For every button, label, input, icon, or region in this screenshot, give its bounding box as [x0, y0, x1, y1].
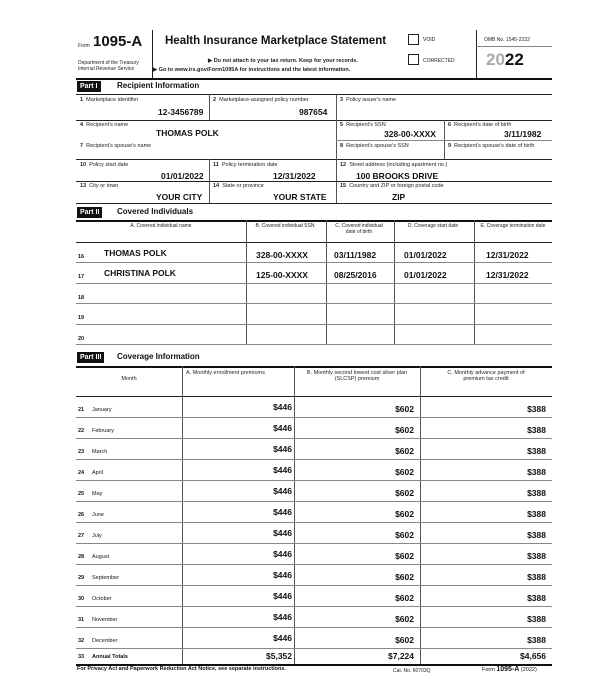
field-6-value: 3/11/1982 — [504, 129, 542, 139]
month-name: January — [92, 407, 112, 413]
row-number: 32 — [78, 638, 85, 644]
row-number: 18 — [78, 294, 85, 301]
part2-title: Covered Individuals — [117, 207, 194, 216]
field-12-value: 100 BROOKS DRIVE — [356, 171, 439, 181]
field-1-label: 1 Marketplace identifier — [80, 97, 139, 103]
monthly-aptc: $388 — [527, 488, 546, 498]
part3-tag: Part III — [77, 352, 104, 363]
row-number: 28 — [78, 554, 85, 560]
coverage-month-row — [76, 438, 552, 459]
part2-tag: Part II — [77, 207, 102, 218]
annual-total-premiums: $5,352 — [266, 651, 292, 661]
monthly-aptc: $388 — [527, 509, 546, 519]
month-name: July — [92, 533, 102, 539]
row-number: 30 — [78, 596, 85, 602]
covered-dob: 08/25/2016 — [334, 270, 377, 281]
row-number: 19 — [78, 315, 85, 322]
row-number: 22 — [78, 428, 85, 434]
corrected-checkbox[interactable] — [408, 54, 419, 65]
coverage-start: 01/01/2022 — [404, 250, 447, 260]
row-number: 27 — [78, 533, 85, 539]
field-1[interactable] — [76, 94, 209, 120]
monthly-aptc: $388 — [527, 446, 546, 456]
form-number: 1095-A — [93, 33, 143, 50]
field-3[interactable] — [336, 94, 552, 120]
coverage-month-row — [76, 480, 552, 501]
field-11[interactable] — [209, 159, 336, 181]
corrected-label: CORRECTED — [423, 58, 455, 64]
row-number: 24 — [78, 470, 85, 476]
part1-title: Recipient Information — [117, 81, 200, 90]
part3-month-header: Month — [121, 376, 137, 382]
monthly-premium: $446 — [273, 549, 292, 559]
monthly-aptc: $388 — [527, 467, 546, 477]
treasury-label: Department of the Treasury — [78, 60, 139, 66]
monthly-aptc: $388 — [527, 530, 546, 540]
omb-number: OMB No. 1545-2232 — [484, 37, 530, 43]
monthly-slcsp: $602 — [395, 572, 414, 582]
field-10-label: 10 Policy start date — [80, 162, 129, 168]
covered-ssn: 125-00-XXXX — [256, 270, 308, 281]
month-name: February — [92, 428, 115, 434]
footer-form-prefix: Form — [482, 667, 495, 673]
monthly-aptc: $388 — [527, 593, 546, 603]
covered-name: THOMAS POLK — [104, 248, 167, 258]
part2-col-a-header: A. Covered individual name — [130, 223, 192, 229]
field-5-label: 5 Recipient's SSN — [340, 122, 386, 128]
field-7-label: 7 Recipient's spouse's name — [80, 143, 152, 149]
row-number: 21 — [78, 407, 85, 413]
row-number: 29 — [78, 575, 85, 581]
row-number: 25 — [78, 491, 85, 497]
coverage-month-row — [76, 564, 552, 585]
part2-col-c-header: C. Covered individual date of birth — [335, 223, 383, 235]
header-bottom-line — [76, 78, 552, 80]
field-13-value: YOUR CITY — [156, 192, 203, 202]
form-prefix: Form — [78, 43, 90, 49]
field-8-label: 8 Recipient's spouse's SSN — [340, 143, 409, 149]
annual-totals-label: Annual Totals — [92, 654, 128, 660]
annual-total-slcsp: $7,224 — [388, 651, 414, 661]
field-6[interactable] — [444, 120, 552, 140]
monthly-premium: $446 — [273, 591, 292, 601]
part1-tag: Part I — [77, 81, 101, 92]
monthly-premium: $446 — [273, 486, 292, 496]
covered-individual-row — [76, 303, 552, 323]
field-13-label: 13 City or town — [80, 183, 119, 189]
monthly-slcsp: $602 — [395, 530, 414, 540]
month-name: May — [92, 491, 103, 497]
part2-col-e-header: E. Coverage termination date — [480, 223, 546, 229]
month-name: October — [92, 596, 112, 602]
part2-header-row — [76, 220, 552, 242]
monthly-slcsp: $602 — [395, 635, 414, 645]
p1-r1-div2 — [336, 94, 337, 120]
privacy-notice: For Privacy Act and Paperwork Reduction Act Notice, see separate instructions. — [77, 666, 286, 672]
part3-col-c-header: C. Monthly advance payment of premium tax credit — [447, 370, 525, 382]
row-number: 26 — [78, 512, 85, 518]
month-name: November — [92, 617, 118, 623]
coverage-end: 12/31/2022 — [486, 270, 529, 281]
field-5-value: 328-00-XXXX — [384, 129, 436, 139]
monthly-aptc: $388 — [527, 635, 546, 645]
monthly-premium: $446 — [273, 633, 292, 643]
field-9[interactable] — [444, 140, 552, 159]
field-14-label: 14 State or province — [213, 183, 264, 189]
field-15-label: 15 Country and ZIP or foreign postal code — [340, 183, 444, 189]
form-header — [0, 0, 605, 78]
annual-total-aptc: $4,656 — [520, 651, 546, 661]
field-10-value: 01/01/2022 — [161, 171, 204, 181]
field-2[interactable] — [209, 94, 336, 120]
coverage-month-row — [76, 585, 552, 606]
field-13[interactable] — [76, 181, 209, 203]
field-2-value: 987654 — [299, 107, 328, 117]
coverage-month-row — [76, 627, 552, 648]
tax-year-prefix: 20 — [486, 50, 505, 69]
monthly-premium: $446 — [273, 402, 292, 412]
monthly-slcsp: $602 — [395, 509, 414, 519]
part2-col-b-header: B. Covered individual SSN — [255, 223, 315, 229]
coverage-end: 12/31/2022 — [486, 250, 529, 260]
p1-r1-div1 — [209, 94, 210, 120]
month-name: March — [92, 449, 108, 455]
field-10[interactable] — [76, 159, 209, 181]
monthly-premium: $446 — [273, 570, 292, 580]
covered-individual-row — [76, 262, 552, 282]
monthly-aptc: $388 — [527, 425, 546, 435]
coverage-month-row — [76, 543, 552, 564]
covered-dob: 03/11/1982 — [334, 250, 377, 260]
field-4-label: 4 Recipient's name — [80, 122, 129, 128]
part3-title: Coverage Information — [117, 352, 200, 361]
monthly-aptc: $388 — [527, 551, 546, 561]
monthly-slcsp: $602 — [395, 467, 414, 477]
month-name: August — [92, 554, 110, 560]
monthly-slcsp: $602 — [395, 425, 414, 435]
monthly-aptc: $388 — [527, 404, 546, 414]
field-12-label: 12 Street address (including apartment no.) — [340, 162, 448, 168]
field-6-label: 6 Recipient's date of birth — [448, 122, 512, 128]
covered-individual-row — [76, 324, 552, 344]
footer-form-year: (2022) — [520, 667, 537, 673]
month-name: June — [92, 512, 104, 518]
field-11-value: 12/31/2022 — [273, 171, 316, 181]
part3-col-b-header: B. Monthly second lowest cost silver plan (SLCSP) premium — [306, 370, 408, 382]
field-15[interactable] — [336, 181, 552, 203]
tax-year-suffix: 22 — [504, 50, 524, 69]
covered-individual-row — [76, 283, 552, 303]
coverage-month-row — [76, 459, 552, 480]
covered-ssn: 328-00-XXXX — [256, 250, 308, 260]
monthly-aptc: $388 — [527, 614, 546, 624]
header-divider-right — [476, 30, 477, 78]
coverage-month-row — [76, 606, 552, 627]
field-15-value: ZIP — [392, 192, 406, 202]
covered-row-line — [76, 344, 552, 345]
tax-year — [486, 50, 524, 70]
month-name: December — [92, 638, 118, 644]
footer-form-number: 1095-A — [496, 666, 520, 673]
monthly-premium: $446 — [273, 528, 292, 538]
row-number: 17 — [78, 274, 85, 281]
irs-label: Internal Revenue Service — [78, 66, 135, 72]
monthly-slcsp: $602 — [395, 404, 414, 414]
monthly-aptc: $388 — [527, 572, 546, 582]
header-divider-left — [152, 30, 153, 78]
void-label: VOID — [423, 37, 436, 43]
coverage-month-row — [76, 417, 552, 438]
field-9-label: 9 Recipient's spouse's date of birth — [448, 143, 535, 149]
part3-col-a-header: A. Monthly enrollment premiums — [186, 370, 265, 376]
annual-totals-row — [76, 648, 552, 664]
field-14[interactable] — [209, 181, 336, 203]
covered-name: CHRISTINA POLK — [104, 268, 176, 279]
field-12[interactable] — [336, 159, 552, 181]
monthly-slcsp: $602 — [395, 593, 414, 603]
month-name: April — [92, 470, 104, 476]
field-4-value: THOMAS POLK — [156, 128, 219, 138]
monthly-premium: $446 — [273, 465, 292, 475]
covered-individual-row — [76, 242, 552, 262]
field-8[interactable] — [336, 140, 444, 159]
instruction-goto: ▶ Go to www.irs.gov/Form1095A for instructions and the latest information. — [153, 67, 351, 73]
field-11-label: 11 Policy termination date — [213, 162, 278, 168]
row-number: 23 — [78, 449, 85, 455]
monthly-premium: $446 — [273, 444, 292, 454]
form-title: Health Insurance Marketplace Statement — [165, 35, 387, 47]
part2-col-d-header: D. Coverage start date — [407, 223, 459, 229]
field-5[interactable] — [336, 120, 444, 140]
monthly-premium: $446 — [273, 423, 292, 433]
monthly-slcsp: $602 — [395, 446, 414, 456]
coverage-month-row — [76, 501, 552, 522]
coverage-start: 01/01/2022 — [404, 270, 447, 281]
p1-row5-line — [76, 203, 552, 204]
monthly-slcsp: $602 — [395, 551, 414, 561]
monthly-premium: $446 — [273, 612, 292, 622]
field-2-label: 2 Marketplace-assigned policy number — [213, 97, 309, 103]
part3-header-row — [76, 366, 552, 396]
coverage-month-row — [76, 522, 552, 543]
month-name: September — [92, 575, 119, 581]
field-1-value: 12-3456789 — [158, 107, 204, 117]
monthly-slcsp: $602 — [395, 488, 414, 498]
instruction-keep: ▶ Do not attach to your tax return. Keep for your records. — [208, 58, 359, 64]
monthly-slcsp: $602 — [395, 614, 414, 624]
field-7[interactable] — [76, 140, 336, 159]
coverage-month-row — [76, 396, 552, 417]
header-omb-line — [476, 46, 552, 47]
row-number: 16 — [78, 254, 85, 260]
monthly-premium: $446 — [273, 507, 292, 517]
void-checkbox[interactable] — [408, 34, 419, 45]
annual-totals-num: 33 — [78, 654, 85, 660]
footer-form-id — [482, 666, 537, 673]
field-4[interactable] — [76, 120, 336, 140]
row-number: 31 — [78, 617, 85, 623]
catalog-number: Cat. No. 60703Q — [393, 668, 431, 674]
row-number: 20 — [78, 335, 85, 342]
field-3-label: 3 Policy issuer's name — [340, 97, 397, 103]
field-14-value: YOUR STATE — [273, 192, 327, 202]
